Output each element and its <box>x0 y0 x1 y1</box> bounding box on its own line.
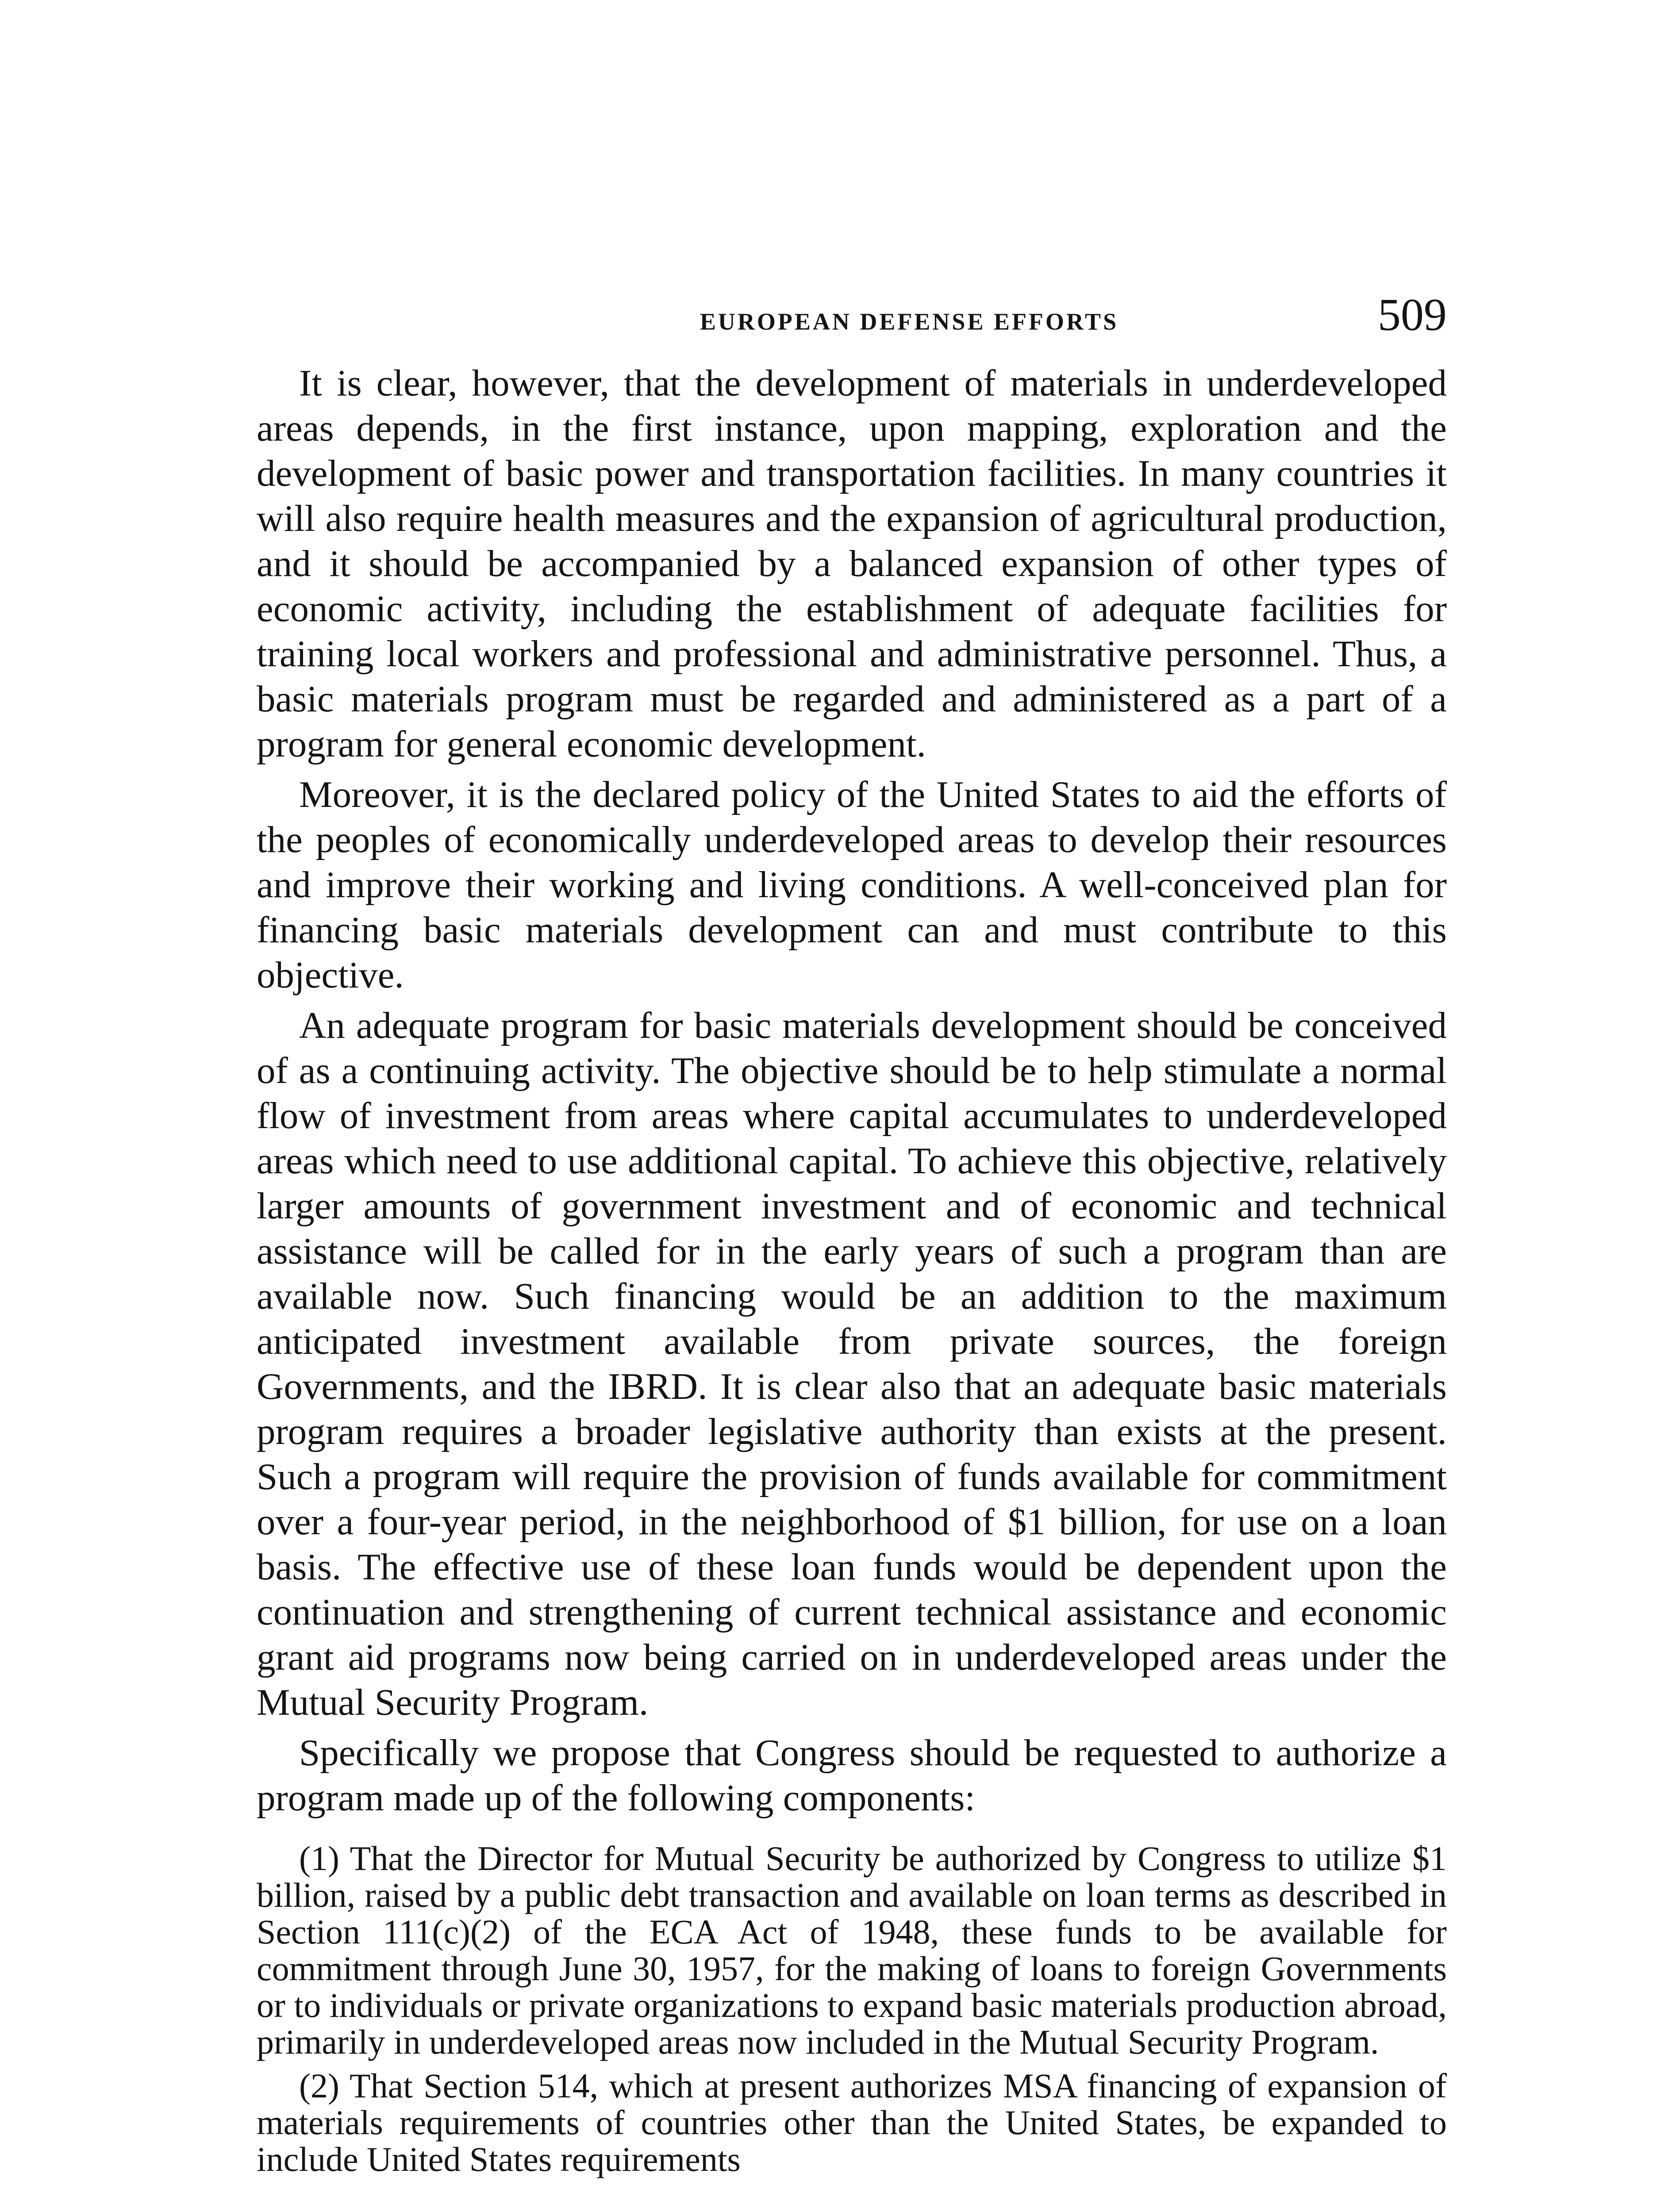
body-text <box>257 361 1447 2177</box>
paragraph-declared-policy: Moreover, it is the declared policy of the United States to aid the efforts of the peoples of economically underdeveloped areas to develop their resources and improve their working and living conditions. A well-conceived plan for financing basic materials development can and must contribute to this objective. <box>257 774 1447 996</box>
page-number: 509 <box>1378 289 1447 340</box>
proposal-item-2: (2) That Section 514, which at present authorizes MSA financing of expansion of materials requirements of countries other than the United States, be expanded to include United States requirements <box>257 2066 1447 2178</box>
page-header <box>257 289 1447 358</box>
proposal-item-1: (1) That the Director for Mutual Security be authorized by Congress to utilize $1 billion, raised by a public debt transaction and available on loan terms as described in Section 111(c)(2) of the ECA Act of 1948, these funds to be available for commitment through June 30, 1957, for the making of loans to foreign Governments or to individuals or private organizations to expand basic materials production abroad, primarily in underdeveloped areas now included in the Mutual Security Program. <box>257 1839 1447 2061</box>
running-title: EUROPEAN DEFENSE EFFORTS <box>699 308 1119 335</box>
paragraph-materials-development: It is clear, however, that the development of materials in underdeveloped areas depends, in the first instance, upon mapping, exploration and the development of basic power and transportation facilities. In many countries it will also require health measures and the expansion of agricultural production, and it should be accompanied by a balanced expansion of other types of economic activity, including the establishment of adequate facilities for training local workers and professional and administrative personnel. Thus, a basic materials program must be regarded and administered as a part of a program for general economic development. <box>257 362 1447 765</box>
paragraph-adequate-program: An adequate program for basic materials development should be conceived of as a continuing activity. The objective should be to help stimulate a normal flow of investment from areas where capital accumulates to underdeveloped areas which need to use additional capital. To achieve this objective, relatively larger amounts of government investment and of economic and technical assistance will be called for in the early years of such a program than are available now. Such financing would be an addition to the maximum anticipated investment available from private sources, the foreign Governments, and the IBRD. It is clear also that an adequate basic materials program requires a broader legislative authority than exists at the present. Such a program will require the provision of funds available for commitment over a four-year period, in the neighborhood of $1 billion, for use on a loan basis. The effective use of these loan funds would be dependent upon the continuation and strengthening of current technical assistance and economic grant aid programs now being carried on in underdeveloped areas under the Mutual Security Program. <box>257 1005 1447 1723</box>
paragraph-proposal-intro: Specifically we propose that Congress should be requested to authorize a program made up of the following components: <box>257 1732 1447 1819</box>
